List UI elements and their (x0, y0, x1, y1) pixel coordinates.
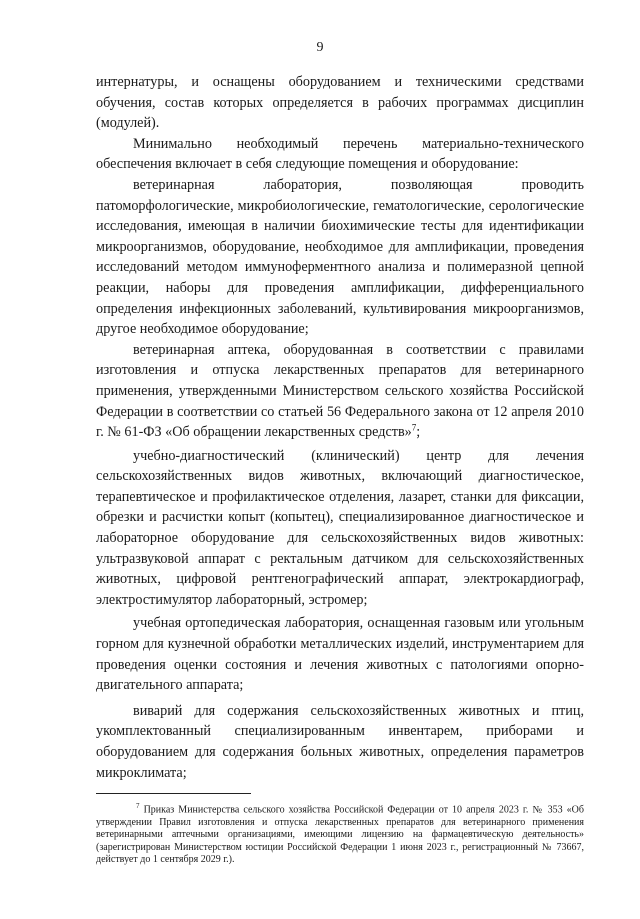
paragraph-vet-pharmacy (96, 340, 584, 443)
paragraph-continuation: интернатуры, и оснащены оборудованием и техническими средствами обучения, состав которых определяется в рабочих программах дисциплин (модулей). (96, 74, 584, 132)
main-text (96, 72, 584, 783)
footnote-reference: 7 (411, 422, 417, 433)
paragraph-vet-laboratory: ветеринарная лаборатория, позволяющая проводить патоморфологические, микробиологические, гематологические, серологические исследования, имеющая в наличии биохимические тесты для идентификации микроорганизмов, оборудование, необходимое для амплификации, проведения исследований методом иммуноферментного анализа и полимеразной цепной реакции, наборы для проведения амплификации, дифференциального определения инфекционных заболеваний, культивирования микроорганизмов, другое необходимое оборудование; (96, 176, 584, 338)
footnote-text: Приказ Министерства сельского хозяйства Российской Федерации от 10 апреля 2023 г. № 353 «Об утверждении Правил изготовления и отпуска лекарственных препаратов для ветеринарного применения ветеринарными аптечными организациями, имеющими лицензию на фармацевтическую деятельность» (зарегистрирован Министерством юстиции Российской Федерации 1 июня 2023 г., регистрационный № 73667, действует до 1 сентября 2029 г.). (96, 804, 584, 865)
page-number: 9 (316, 40, 324, 55)
vet-pharmacy-trail: ; (416, 424, 421, 441)
paragraph-vivarium: виварий для содержания сельскохозяйственных животных и птиц, укомплектованный специализированным инвентарем, приборами и оборудованием для содержания больных животных, определения параметров микроклимата; (96, 702, 584, 781)
footnote-marker: 7 (136, 802, 140, 810)
paragraph-clinical-center: учебно-диагностический (клинический) центр для лечения сельскохозяйственных видов животных, включающий диагностическое, терапевтическое и профилактическое отделения, лазарет, станки для фиксации, обрезки и расчистки копыт (копытец), специализированное диагностическое и лабораторное оборудование для сельскохозяйственных видов животных: ультразвуковой аппарат с ректальным датчиком для сельскохозяйственных животных, цифровой рентгенографический аппарат, электрокардиограф, электростимулятор лабораторный, эстромер; (96, 447, 584, 608)
paragraph-orthopedic-lab: учебная ортопедическая лаборатория, оснащенная газовым или угольным горном для кузнечной обработки металлических изделий, инструментарием для проведения оценки состояния и лечения животных с патологиями опорно-двигательного аппарата; (96, 615, 584, 694)
footnote (96, 800, 584, 866)
footnote-divider (96, 793, 251, 794)
vet-pharmacy-text: ветеринарная аптека, оборудованная в соответствии с правилами изготовления и отпуска лекарственных препаратов для ветеринарного применения, утвержденными Министерством сельского хозяйства Российской Федерации в соответствии со статьей 56 Федерального закона от 12 апреля 2010 г. № 61-ФЗ «Об обращении лекарственных средств» (96, 341, 584, 441)
paragraph-equipment-intro: Минимально необходимый перечень материально-технического обеспечения включает в себя следующие помещения и оборудование: (96, 135, 584, 173)
